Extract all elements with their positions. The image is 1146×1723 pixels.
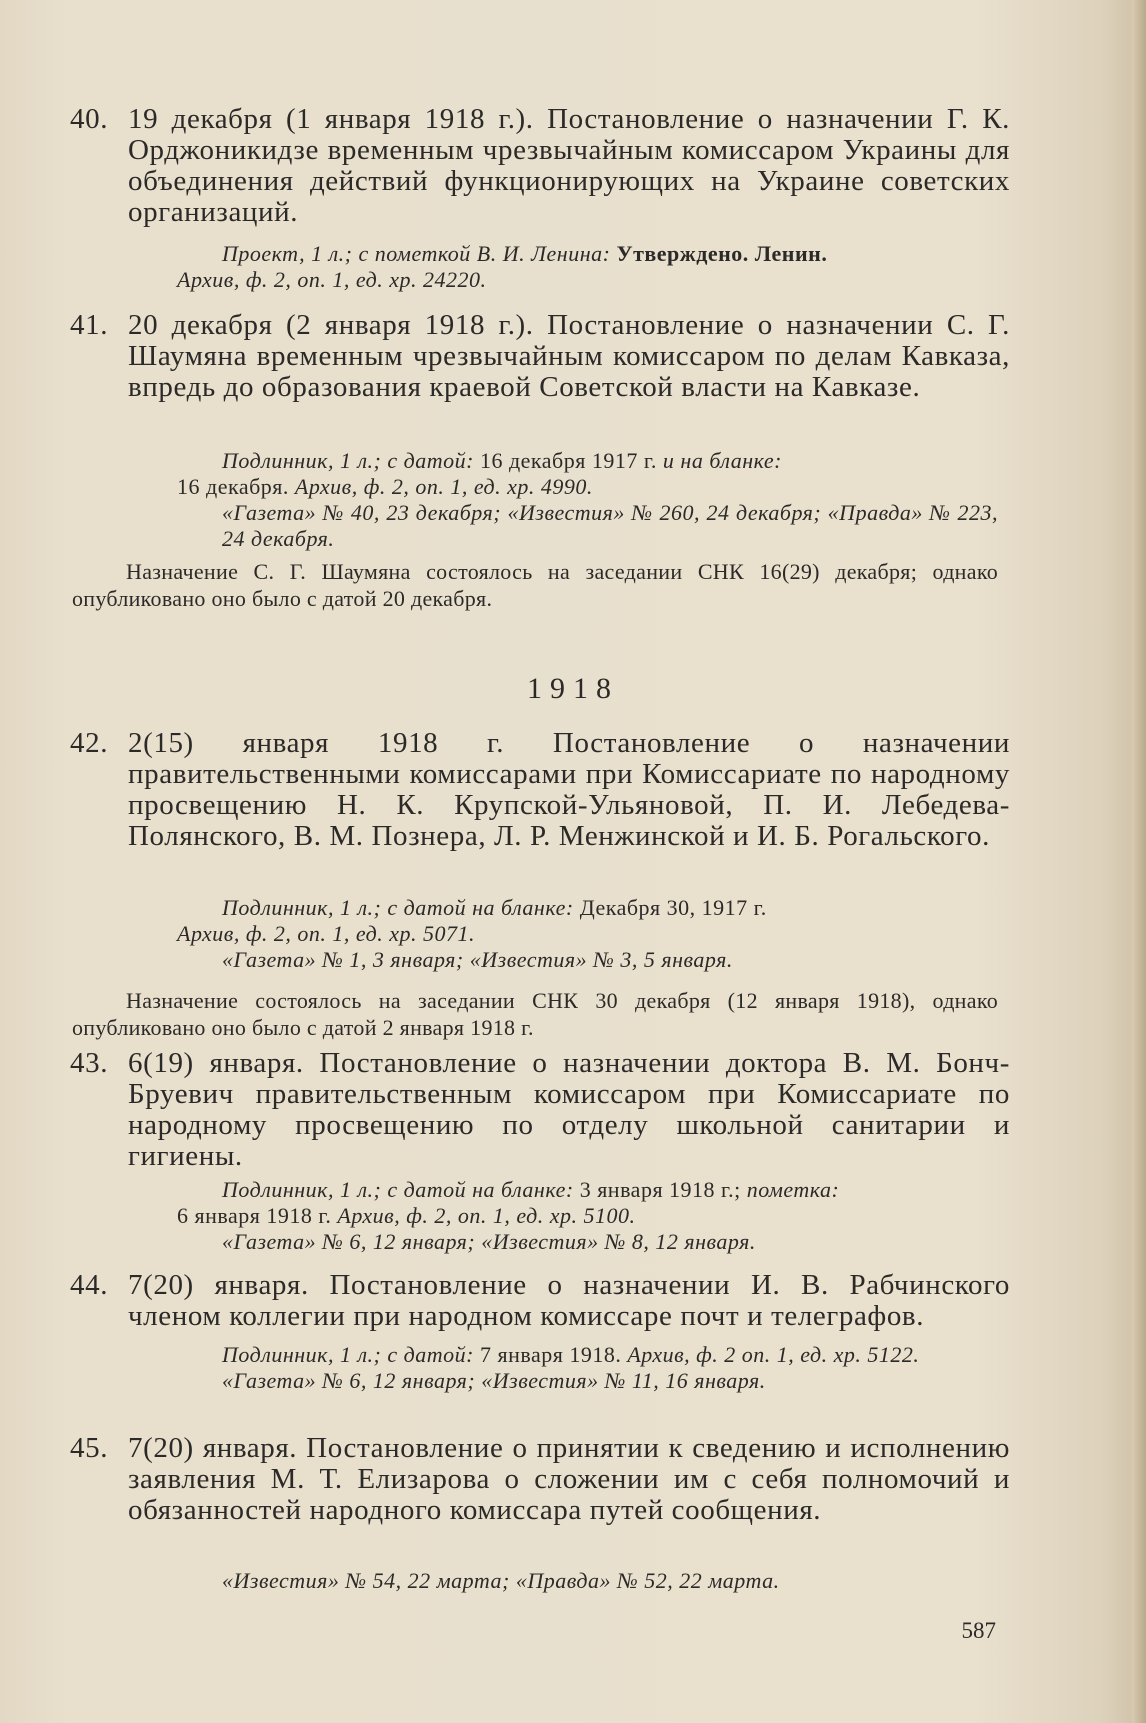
publication-ref: «Газета» № 1, 3 января; «Известия» № 3, 5 января. bbox=[222, 947, 733, 972]
source-date: 7 января 1918. bbox=[479, 1342, 622, 1367]
entry-45-heading bbox=[70, 1433, 1010, 1526]
archive-ref: Архив, ф. 2, оп. 1, ед. хр. 5071. bbox=[177, 921, 476, 946]
entry-number: 45. bbox=[70, 1432, 109, 1464]
source-text: Проект, 1 л.; с пометкой В. И. Ленина: bbox=[222, 241, 611, 266]
entry-text: 6(19) января. Постановление о назначении доктора В. М. Бонч-Бруевич правительственным комиссаром при Комиссариате по народному просвещению по отделу школьной санитарии и гигиены. bbox=[128, 1047, 1010, 1172]
entry-41-note: Назначение С. Г. Шаумяна состоялось на заседании СНК 16(29) декабря; однако опубликовано оно было с датой 20 декабря. bbox=[72, 559, 998, 611]
entry-number: 42. bbox=[70, 727, 109, 759]
source-date: 6 января 1918 г. bbox=[177, 1203, 332, 1228]
source-date: 3 января 1918 г.; bbox=[579, 1177, 741, 1202]
entry-43-heading bbox=[70, 1048, 1010, 1172]
entry-text: 20 декабря (2 января 1918 г.). Постановление о назначении С. Г. Шаумяна временным чрезвычайным комиссаром по делам Кавказа, впредь до образования краевой Советской власти на Кавказе. bbox=[128, 309, 1010, 403]
source-text: Подлинник, 1 л.; с датой: bbox=[222, 1342, 474, 1367]
source-text: Подлинник, 1 л.; с датой на бланке: bbox=[222, 1177, 574, 1202]
entry-44-source bbox=[222, 1342, 998, 1394]
source-text: и на бланке: bbox=[662, 448, 782, 473]
page-number: 587 bbox=[961, 1618, 996, 1643]
publication-ref: «Газета» № 40, 23 декабря; «Известия» № 260, 24 декабря; «Правда» № 223, 24 декабря. bbox=[222, 500, 998, 551]
entry-42-source bbox=[177, 895, 998, 973]
entry-text: 7(20) января. Постановление о принятии к сведению и исполнению заявления М. Т. Елизарова о сложении им с себя полномочий и обязанностей народного комиссара путей сообщения. bbox=[128, 1432, 1010, 1526]
source-text: Подлинник, 1 л.; с датой: bbox=[222, 448, 474, 473]
entry-40-source bbox=[177, 241, 998, 293]
entry-number: 44. bbox=[70, 1269, 109, 1301]
entry-41-heading bbox=[70, 310, 1010, 403]
publication-ref: «Газета» № 6, 12 января; «Известия» № 8, 12 января. bbox=[222, 1229, 756, 1254]
year-heading: 1918 bbox=[527, 672, 619, 705]
entry-44-heading bbox=[70, 1270, 1010, 1332]
archive-ref: Архив, ф. 2 оп. 1, ед. хр. 5122. bbox=[627, 1342, 920, 1367]
publication-ref: «Газета» № 6, 12 января; «Известия» № 11, 16 января. bbox=[222, 1368, 766, 1393]
entry-43-source bbox=[177, 1177, 998, 1255]
source-date: Декабря 30, 1917 г. bbox=[579, 895, 767, 920]
source-text: Подлинник, 1 л.; с датой на бланке: bbox=[222, 895, 574, 920]
page-edge bbox=[1132, 0, 1146, 1723]
entry-40-heading bbox=[70, 104, 1010, 228]
archive-ref: Архив, ф. 2, оп. 1, ед. хр. 24220. bbox=[177, 267, 487, 292]
entry-41-source bbox=[177, 448, 998, 552]
source-annotation: Утверждено. Ленин. bbox=[616, 241, 828, 266]
entry-42-note: Назначение состоялось на заседании СНК 30 декабря (12 января 1918), однако опубликовано оно было с датой 2 января 1918 г. bbox=[72, 988, 998, 1040]
source-date: 16 декабря. bbox=[177, 474, 289, 499]
publication-ref: «Известия» № 54, 22 марта; «Правда» № 52, 22 марта. bbox=[222, 1568, 780, 1593]
source-date: 16 декабря 1917 г. bbox=[479, 448, 657, 473]
source-text: пометка: bbox=[746, 1177, 840, 1202]
entry-45-source bbox=[222, 1568, 998, 1594]
entry-number: 43. bbox=[70, 1047, 109, 1079]
entry-text: 7(20) января. Постановление о назначении И. В. Рабчинского членом коллегии при народном комиссаре почт и телеграфов. bbox=[128, 1269, 1010, 1332]
entry-number: 41. bbox=[70, 309, 109, 341]
archive-ref: Архив, ф. 2, оп. 1, ед. хр. 5100. bbox=[337, 1203, 636, 1228]
entry-number: 40. bbox=[70, 103, 109, 135]
entry-text: 19 декабря (1 января 1918 г.). Постановление о назначении Г. К. Орджоникидзе временным чрезвычайным комиссаром Украины для объединения действий функционирующих на Украине советских организаций. bbox=[128, 103, 1010, 228]
entry-42-heading bbox=[70, 728, 1010, 852]
entry-text: 2(15) января 1918 г. Постановление о назначении правительственными комиссарами при Комиссариате по народному просвещению Н. К. Крупской-Ульяновой, П. И. Лебедева-Полянского, В. М. Познера, Л. Р. Менжинской и И. Б. Рогальского. bbox=[128, 727, 1010, 852]
archive-ref: Архив, ф. 2, оп. 1, ед. хр. 4990. bbox=[294, 474, 593, 499]
